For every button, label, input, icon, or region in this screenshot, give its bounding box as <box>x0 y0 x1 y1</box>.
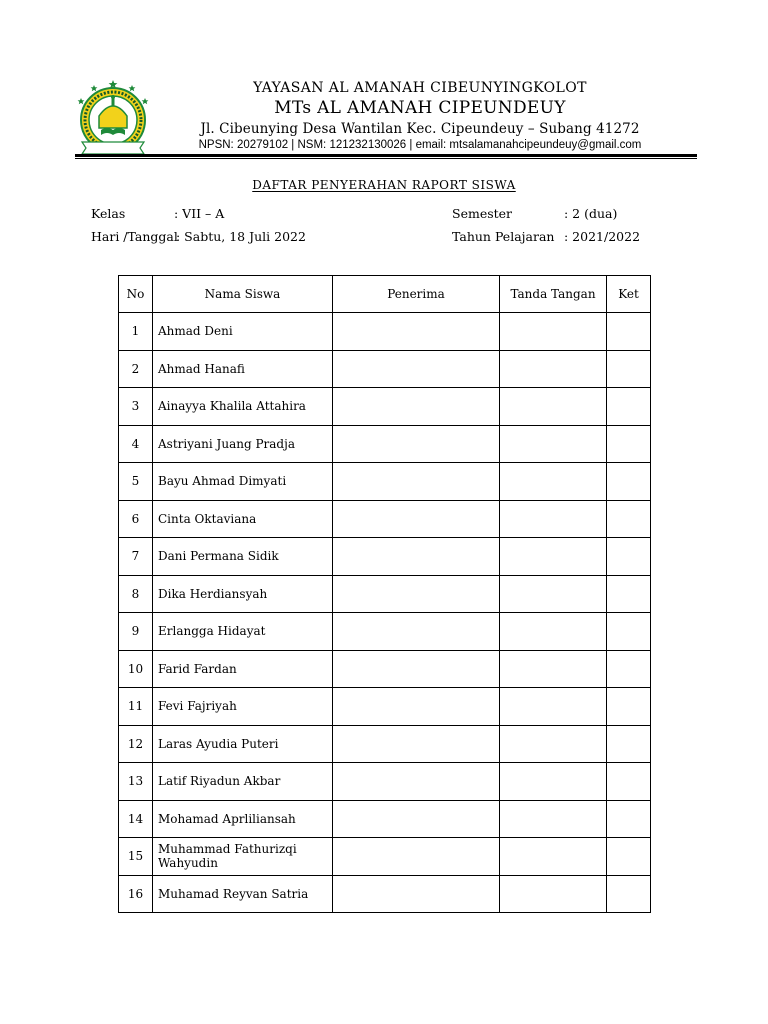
table-row <box>119 463 651 501</box>
signature-cell <box>500 575 607 613</box>
letterhead-divider-thick <box>75 154 697 157</box>
remarks-cell <box>607 725 651 763</box>
document-title-text: DAFTAR PENYERAHAN RAPORT SISWA <box>252 178 516 192</box>
column-header-nama-siswa: Nama Siswa <box>153 276 333 313</box>
semester-label: Semester <box>452 206 513 221</box>
recipient-cell <box>333 388 500 426</box>
table-row <box>119 425 651 463</box>
column-header-penerima: Penerima <box>333 276 500 313</box>
school-contact: NPSN: 20279102 | NSM: 121232130026 | email: mtsalamanahcipeundeuy@gmail.com <box>198 139 642 151</box>
recipient-cell <box>333 725 500 763</box>
remarks-cell <box>607 538 651 576</box>
remarks-cell <box>607 800 651 838</box>
row-number: 15 <box>119 838 153 876</box>
row-number: 3 <box>119 388 153 426</box>
semester-value: : 2 (dua) <box>564 206 618 221</box>
row-number: 12 <box>119 725 153 763</box>
remarks-cell <box>607 388 651 426</box>
recipient-cell <box>333 575 500 613</box>
school-address: Jl. Cibeunying Desa Wantilan Kec. Cipeundeuy – Subang 41272 <box>200 121 640 137</box>
remarks-cell <box>607 613 651 651</box>
table-row <box>119 613 651 651</box>
kelas-label: Kelas <box>91 206 126 221</box>
table-header-row <box>119 276 651 313</box>
student-name: Astriyani Juang Pradja <box>153 425 333 463</box>
row-number: 13 <box>119 763 153 801</box>
remarks-cell <box>607 313 651 351</box>
student-name: Dika Herdiansyah <box>153 575 333 613</box>
student-name: Muhammad Fathurizqi Wahyudin <box>153 838 333 876</box>
signature-cell <box>500 688 607 726</box>
table-row <box>119 688 651 726</box>
recipient-cell <box>333 538 500 576</box>
recipient-cell <box>333 763 500 801</box>
signature-cell <box>500 463 607 501</box>
signature-cell <box>500 613 607 651</box>
signature-cell <box>500 763 607 801</box>
recipient-cell <box>333 613 500 651</box>
table-row <box>119 388 651 426</box>
student-name: Dani Permana Sidik <box>153 538 333 576</box>
table-row <box>119 350 651 388</box>
row-number: 1 <box>119 313 153 351</box>
column-header-ket: Ket <box>607 276 651 313</box>
recipient-cell <box>333 500 500 538</box>
student-name: Muhamad Reyvan Satria <box>153 875 333 913</box>
madrasah-emblem-icon <box>72 78 154 158</box>
report-handover-table <box>118 275 651 913</box>
remarks-cell <box>607 838 651 876</box>
student-name: Mohamad Aprliliansah <box>153 800 333 838</box>
recipient-cell <box>333 838 500 876</box>
signature-cell <box>500 425 607 463</box>
student-name: Ahmad Hanafi <box>153 350 333 388</box>
student-name: Farid Fardan <box>153 650 333 688</box>
signature-cell <box>500 650 607 688</box>
table-row <box>119 838 651 876</box>
remarks-cell <box>607 575 651 613</box>
student-name: Fevi Fajriyah <box>153 688 333 726</box>
student-name: Ahmad Deni <box>153 313 333 351</box>
foundation-name: YAYASAN AL AMANAH CIBEUNYINGKOLOT <box>253 80 587 96</box>
row-number: 14 <box>119 800 153 838</box>
column-header-tanda-tangan: Tanda Tangan <box>500 276 607 313</box>
remarks-cell <box>607 650 651 688</box>
row-number: 6 <box>119 500 153 538</box>
remarks-cell <box>607 425 651 463</box>
student-name: Laras Ayudia Puteri <box>153 725 333 763</box>
signature-cell <box>500 838 607 876</box>
remarks-cell <box>607 875 651 913</box>
signature-cell <box>500 500 607 538</box>
table-row <box>119 313 651 351</box>
signature-cell <box>500 875 607 913</box>
tanggal-value: : Sabtu, 18 Juli 2022 <box>176 229 306 244</box>
recipient-cell <box>333 350 500 388</box>
kelas-value: : VII – A <box>174 206 225 221</box>
row-number: 16 <box>119 875 153 913</box>
student-name: Latif Riyadun Akbar <box>153 763 333 801</box>
table-row <box>119 575 651 613</box>
remarks-cell <box>607 463 651 501</box>
recipient-cell <box>333 688 500 726</box>
recipient-cell <box>333 425 500 463</box>
recipient-cell <box>333 875 500 913</box>
remarks-cell <box>607 688 651 726</box>
remarks-cell <box>607 763 651 801</box>
tahun-value: : 2021/2022 <box>564 229 641 244</box>
student-name: Erlangga Hidayat <box>153 613 333 651</box>
row-number: 9 <box>119 613 153 651</box>
recipient-cell <box>333 800 500 838</box>
signature-cell <box>500 350 607 388</box>
tahun-label: Tahun Pelajaran <box>452 229 555 244</box>
table-row <box>119 763 651 801</box>
student-name: Cinta Oktaviana <box>153 500 333 538</box>
row-number: 2 <box>119 350 153 388</box>
school-logo <box>72 78 154 158</box>
row-number: 10 <box>119 650 153 688</box>
row-number: 8 <box>119 575 153 613</box>
recipient-cell <box>333 650 500 688</box>
remarks-cell <box>607 350 651 388</box>
school-name: MTs AL AMANAH CIPEUNDEUY <box>274 98 566 118</box>
signature-cell <box>500 800 607 838</box>
table-row <box>119 650 651 688</box>
table-row <box>119 538 651 576</box>
row-number: 11 <box>119 688 153 726</box>
signature-cell <box>500 313 607 351</box>
row-number: 7 <box>119 538 153 576</box>
row-number: 4 <box>119 425 153 463</box>
signature-cell <box>500 388 607 426</box>
table-row <box>119 800 651 838</box>
recipient-cell <box>333 463 500 501</box>
table-row <box>119 875 651 913</box>
row-number: 5 <box>119 463 153 501</box>
table-row <box>119 500 651 538</box>
recipient-cell <box>333 313 500 351</box>
column-header-no: No <box>119 276 153 313</box>
remarks-cell <box>607 500 651 538</box>
signature-cell <box>500 538 607 576</box>
table-row <box>119 725 651 763</box>
letterhead-divider-thin <box>75 158 697 159</box>
document-title <box>0 178 768 192</box>
tanggal-label: Hari /Tanggal <box>91 229 178 244</box>
student-name: Ainayya Khalila Attahira <box>153 388 333 426</box>
signature-cell <box>500 725 607 763</box>
student-name: Bayu Ahmad Dimyati <box>153 463 333 501</box>
